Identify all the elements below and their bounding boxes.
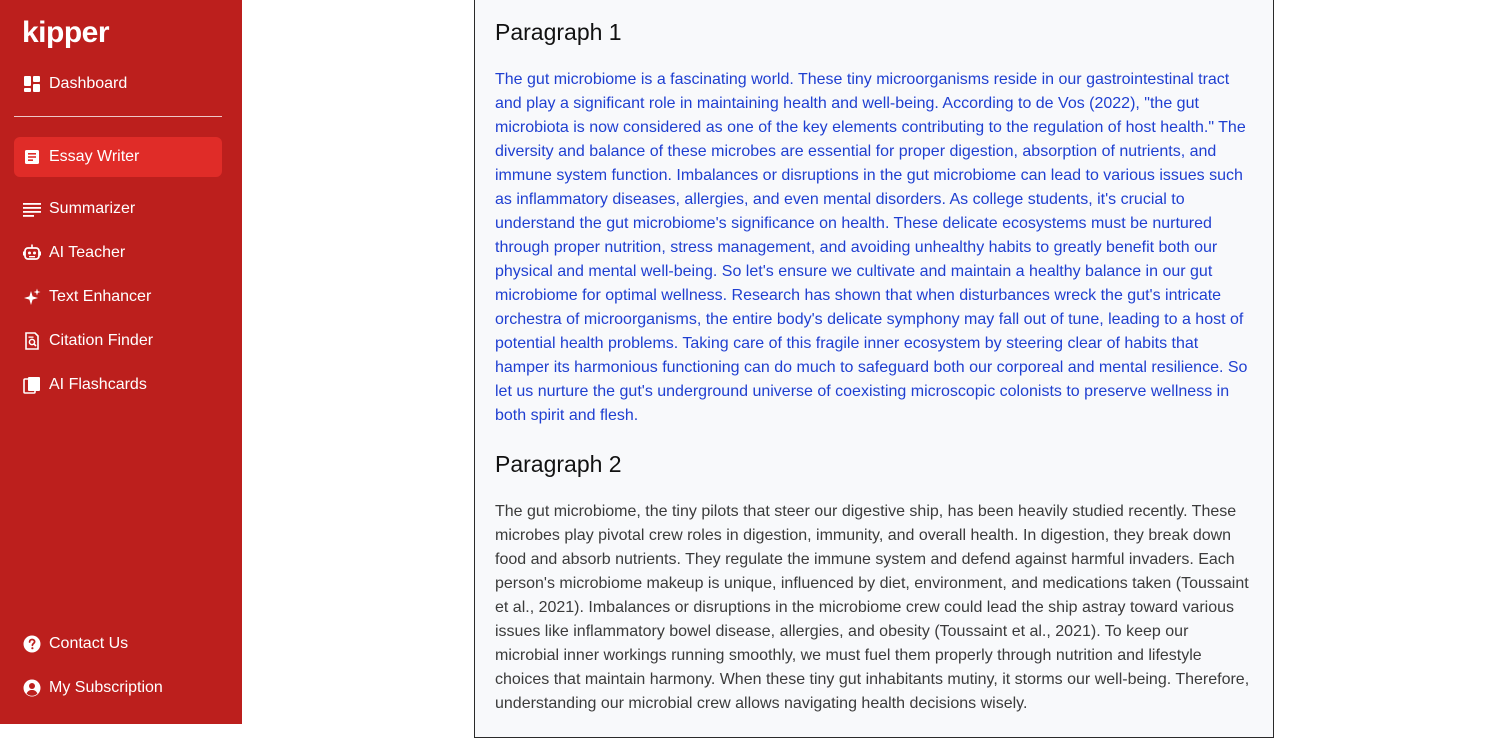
section-paragraph-highlighted[interactable]: The gut microbiome is a fascinating world. These tiny microorganisms reside in our gastrointestinal tract and play a significant role in maintaining health and well-being. According to de Vos (2022), "the gut microbiota is now considered as one of the key elements contributing to the regulation of host health." The diversity and balance of these microbes are essential for proper digestion, absorption of nutrients, and immune system function. Imbalances or disruptions in the gut microbiome can lead to various issues such as inflammatory diseases, allergies, and even mental disorders. As college students, it's crucial to understand the gut microbiome's significance on health. These delicate ecosystems must be nurtured through proper nutrition, stress management, and avoiding unhealthy habits to greatly benefit both our physical and mental well-being. So let's ensure we cultivate and maintain a healthy balance in our gut microbiome for optimal wellness. Research has shown that when disturbances wreck the gut's intricate orchestra of microorganisms, the entire body's delicate symphony may fall out of tune, leading to a host of potential health problems. Taking care of this fragile inner ecosystem by steering clear of habits that hamper its harmonious functioning can do much to safeguard both our corporeal and mental resilience. So let us nurture the gut's underground universe of coexisting microscopic colonists to preserve wellness in both spirit and flesh.: [495, 71, 1248, 424]
sidebar-item-my-subscription[interactable]: [14, 668, 222, 708]
sidebar-item-label: Essay Writer: [49, 148, 140, 165]
section-heading: Paragraph 1: [495, 19, 622, 45]
document-icon: [23, 148, 41, 166]
robot-icon: [23, 244, 41, 262]
sidebar-item-citation-finder[interactable]: [14, 321, 222, 361]
sidebar-item-label: Text Enhancer: [49, 288, 152, 305]
sidebar-item-label: Citation Finder: [49, 332, 154, 349]
essay-document: [474, 0, 1274, 738]
sidebar-item-label: Summarizer: [49, 200, 136, 217]
sidebar-divider: [14, 116, 222, 117]
sidebar-item-ai-teacher[interactable]: [14, 233, 222, 273]
sidebar-item-label: My Subscription: [49, 679, 163, 696]
sidebar-item-essay-writer[interactable]: [14, 137, 222, 177]
search-document-icon: [23, 332, 41, 350]
question-circle-icon: [23, 635, 41, 653]
sidebar-item-label: AI Teacher: [49, 244, 126, 261]
sidebar-item-text-enhancer[interactable]: [14, 277, 222, 317]
sparkle-icon: [23, 288, 41, 306]
sidebar-item-contact-us[interactable]: [14, 624, 222, 664]
app-logo[interactable]: kipper: [22, 16, 110, 49]
sidebar-item-label: AI Flashcards: [49, 376, 147, 393]
sidebar-item-label: Dashboard: [49, 75, 128, 92]
sidebar-item-dashboard[interactable]: [14, 64, 222, 104]
dashboard-icon: [23, 75, 41, 93]
user-circle-icon: [23, 679, 41, 697]
section-paragraph[interactable]: The gut microbiome, the tiny pilots that steer our digestive ship, has been heavily studied recently. These microbes play pivotal crew roles in digestion, immunity, and overall health. In digestion, they break down food and absorb nutrients. They regulate the immune system and defend against harmful invaders. Each person's microbiome makeup is unique, influenced by diet, environment, and medications taken (Toussaint et al., 2021). Imbalances or disruptions in the microbiome crew could lead the ship astray toward various issues like inflammatory bowel disease, allergies, and obesity (Toussaint et al., 2021). To keep our microbial inner workings running smoothly, we must fuel them properly through nutrition and lifestyle choices that maintain harmony. When these tiny gut inhabitants mutiny, it storms our well-being. Therefore, understanding our microbial crew allows navigating health decisions wisely.: [495, 503, 1250, 712]
cards-icon: [23, 376, 41, 394]
sidebar-item-summarizer[interactable]: [14, 189, 222, 229]
sidebar-item-ai-flashcards[interactable]: [14, 365, 222, 405]
sidebar-item-label: Contact Us: [49, 635, 129, 652]
lines-icon: [23, 200, 41, 218]
sidebar: [0, 0, 242, 724]
section-heading: Paragraph 2: [495, 451, 622, 477]
